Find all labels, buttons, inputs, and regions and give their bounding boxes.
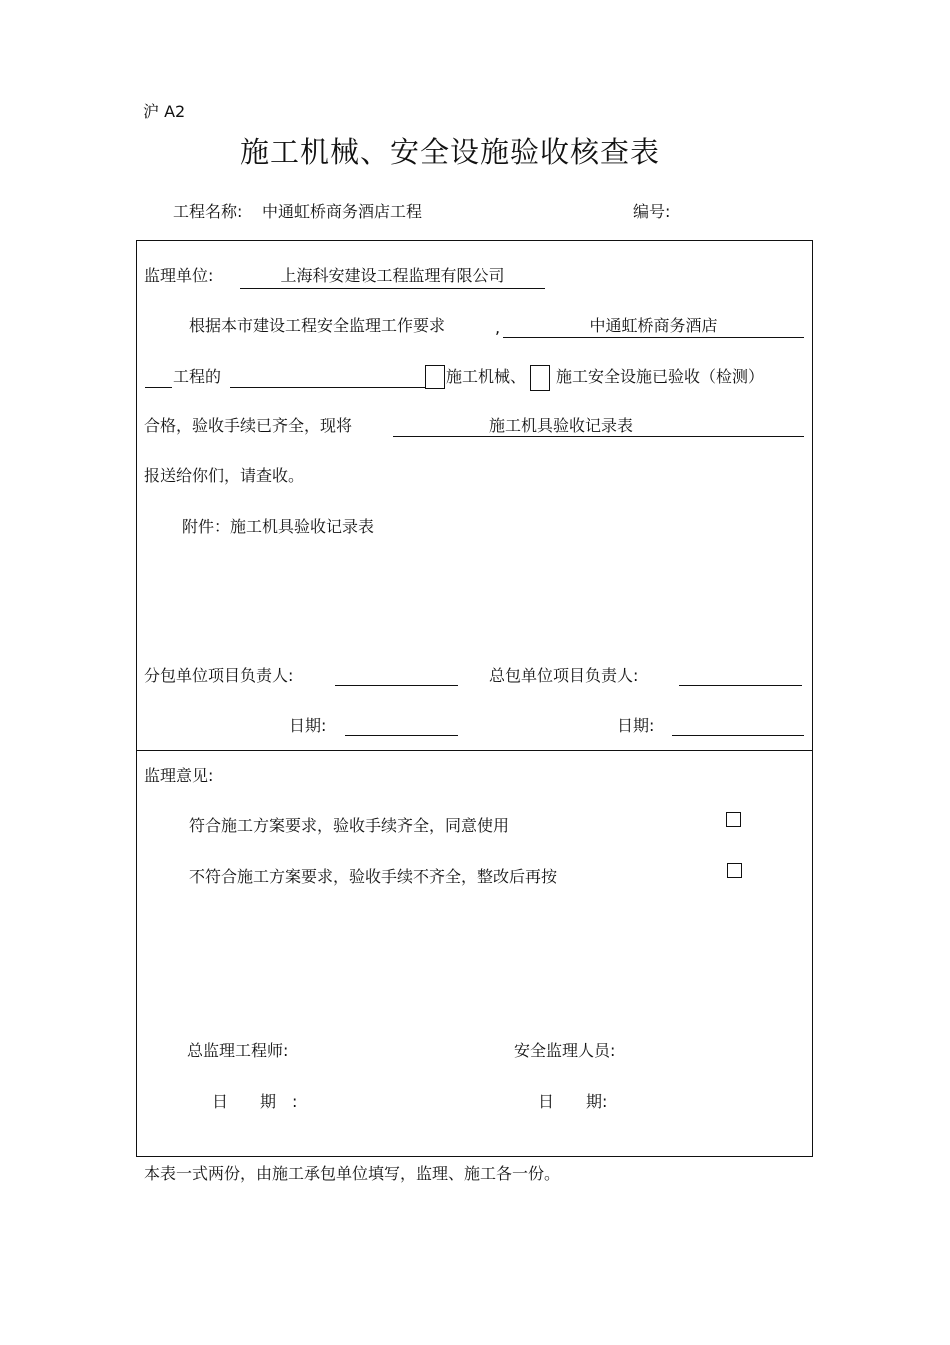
main-date-label: 日期: — [617, 716, 655, 735]
requirement-comma: , — [495, 318, 501, 337]
main-contractor-label: 总包单位项目负责人: — [489, 666, 639, 685]
project-underline — [503, 337, 804, 338]
reject-option-text: 不符合施工方案要求，验收手续不齐全，整改后再按 — [189, 867, 558, 886]
reject-checkbox[interactable] — [727, 863, 742, 878]
agree-checkbox[interactable] — [726, 812, 741, 827]
project-name-label: 工程名称: — [173, 202, 243, 221]
page-title: 施工机械、安全设施验收核查表 — [240, 135, 661, 169]
supervisor-label: 监理单位: — [144, 266, 214, 285]
subcontractor-label: 分包单位项目负责人: — [144, 666, 294, 685]
record-underline — [393, 436, 804, 437]
project-name-value: 中通虹桥商务酒店工程 — [262, 202, 423, 221]
qualified-text: 合格，验收手续已齐全，现将 — [144, 416, 353, 435]
main-contractor-signature-line[interactable] — [679, 685, 802, 686]
machinery-checkbox[interactable] — [425, 365, 445, 389]
main-date-line[interactable] — [672, 735, 804, 736]
project-suffix-text: 工程的 — [173, 367, 222, 386]
section-divider — [136, 750, 813, 751]
sub-date-line[interactable] — [345, 735, 458, 736]
agree-option-text: 符合施工方案要求，验收手续齐全，同意使用 — [189, 816, 510, 835]
attachment-text: 附件：施工机具验收记录表 — [182, 517, 375, 536]
safety-date-label: 日 期: — [538, 1092, 608, 1111]
project-value[interactable]: 中通虹桥商务酒店 — [589, 316, 718, 335]
safety-checkbox[interactable] — [530, 365, 550, 391]
opinion-label: 监理意见: — [144, 766, 214, 785]
footer-note: 本表一式两份，由施工承包单位填写，监理、施工各一份。 — [144, 1164, 561, 1183]
number-label: 编号: — [633, 202, 671, 221]
prefix-underline — [145, 387, 172, 388]
machinery-option-label: 施工机械、 — [446, 367, 527, 386]
supervisor-underline — [240, 288, 545, 289]
requirement-text: 根据本市建设工程安全监理工作要求 — [189, 316, 446, 335]
supervisor-value[interactable]: 上海科安建设工程监理有限公司 — [280, 266, 505, 285]
item-underline[interactable] — [230, 387, 425, 388]
safety-option-label: 施工安全设施已验收（检测） — [556, 367, 765, 386]
safety-supervisor-label: 安全监理人员: — [514, 1041, 616, 1060]
sub-date-label: 日期: — [289, 716, 327, 735]
submit-text: 报送给你们，请查收。 — [144, 466, 305, 485]
chief-engineer-label: 总监理工程师: — [187, 1041, 289, 1060]
record-value[interactable]: 施工机具验收记录表 — [488, 416, 633, 435]
chief-date-label: 日 期 : — [212, 1092, 298, 1111]
form-code: 沪 A2 — [143, 102, 186, 121]
subcontractor-signature-line[interactable] — [335, 685, 458, 686]
